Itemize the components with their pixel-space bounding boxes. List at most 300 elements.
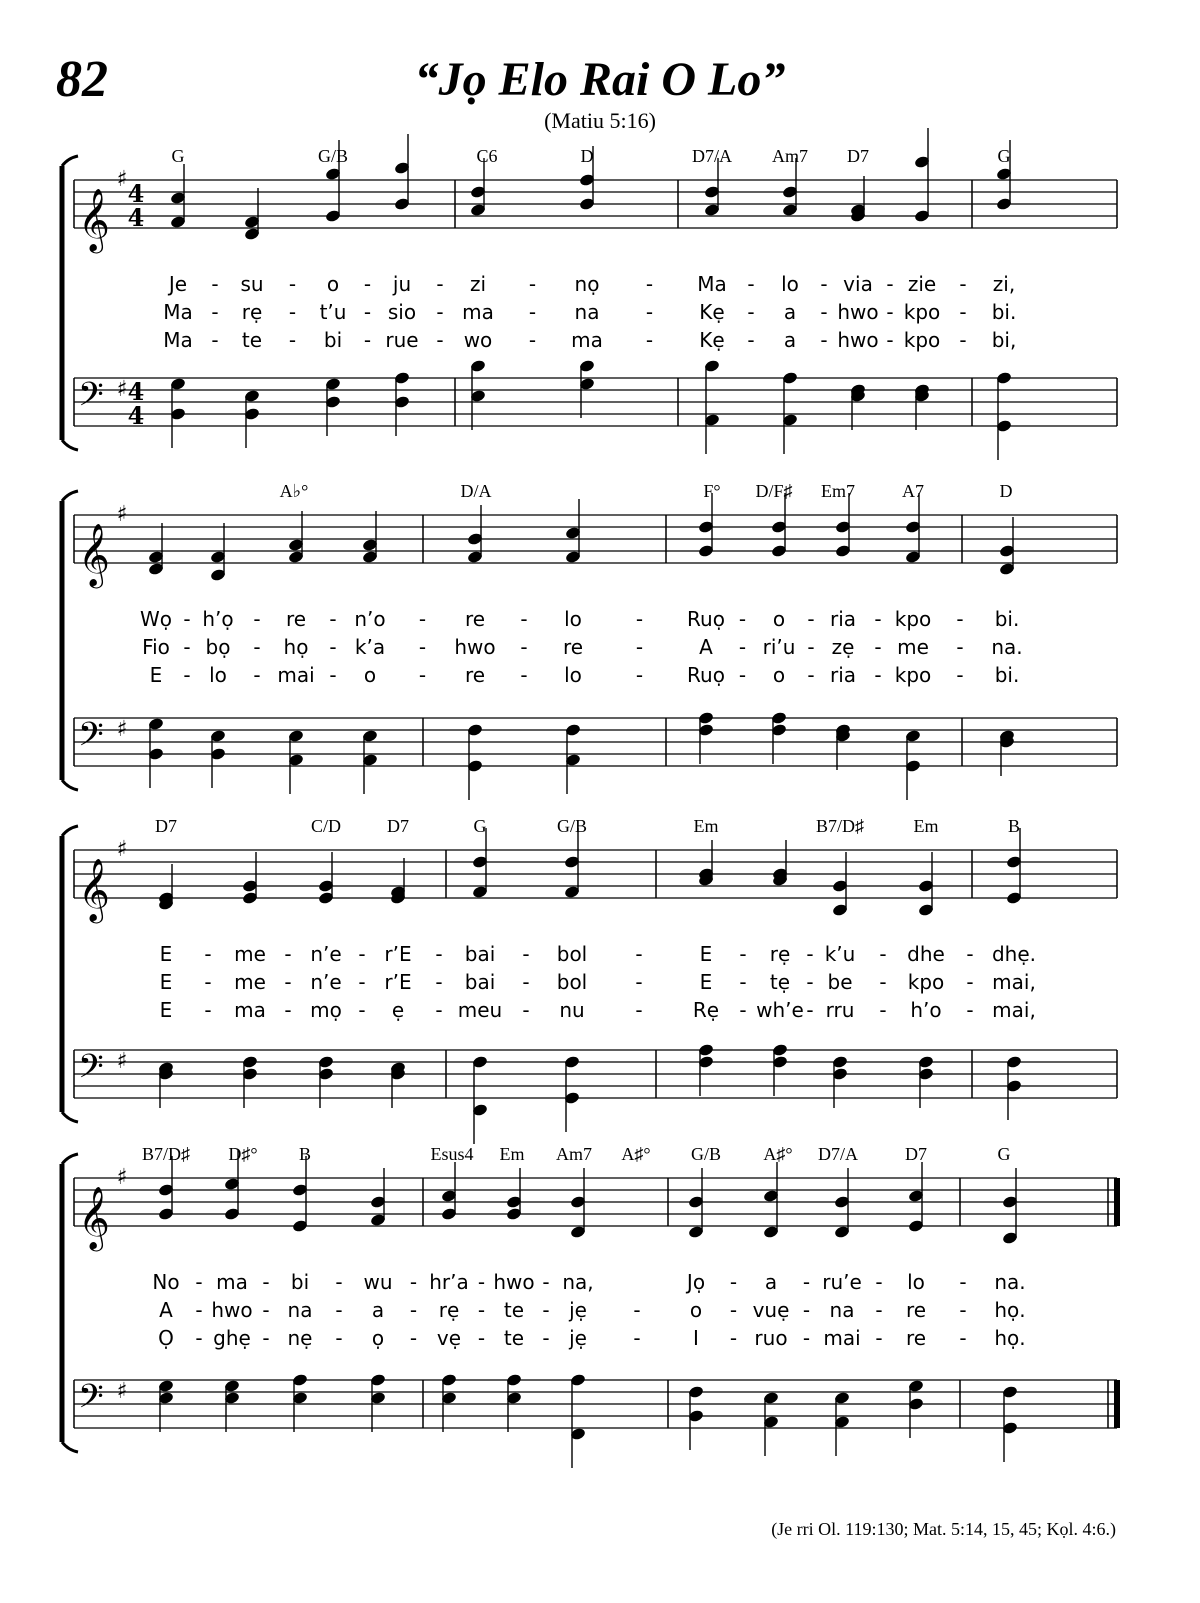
lyric-hyphen: - [329,663,337,687]
lyric-hyphen: - [542,1298,550,1322]
verse-1-syllable: o [772,607,786,631]
verse-2-syllable: k’a [354,635,386,659]
verse-3-syllable: te [241,328,263,352]
verse-3-syllable: kpo [894,663,932,687]
lyric-hyphen: - [477,1326,486,1350]
chord-symbol: G [997,146,1011,166]
lyric-hyphen: - [956,635,964,659]
chord-symbol: C6 [476,146,498,166]
chord-symbol: D7/A [818,1144,858,1164]
verse-2-syllable: jẹ [569,1298,587,1322]
lyric-hyphen: - [879,998,887,1022]
lyric-hyphen: - [358,942,366,966]
bracket-top-hook [62,156,78,166]
lyric-hyphen: - [520,663,528,687]
verse-1-syllable: o [326,272,340,296]
chord-symbol: A7 [902,481,924,501]
chord-symbol: B7/D♯ [815,816,865,836]
lyric-hyphen: - [966,942,974,966]
bracket-bottom-hook [62,780,78,790]
lyric-hyphen: - [528,328,537,352]
lyric-hyphen: - [335,1298,343,1322]
verse-2-syllable: n’e [310,970,342,994]
lyric-hyphen: - [959,272,967,296]
verse-2-syllable: bọ [205,635,231,659]
verse-2-syllable: r’E [384,970,412,994]
verse-1-syllable: Je [168,272,188,296]
verse-3-syllable: lo [209,663,227,687]
key-signature-sharp-icon: ♯ [116,1165,128,1190]
lyric-hyphen: - [363,300,372,324]
lyric-hyphen: - [886,328,894,352]
verse-2-syllable: hwo [837,300,879,324]
lyric-hyphen: - [211,272,219,296]
lyric-hyphen: - [436,328,444,352]
lyric-hyphen: - [253,663,261,687]
lyric-hyphen: - [409,1270,418,1294]
verse-3-syllable: I [693,1326,699,1350]
chord-symbol: G/B [690,1144,722,1164]
verse-1-syllable: n’e [310,942,342,966]
verse-2-syllable: hwo [211,1298,253,1322]
verse-3-syllable: rru [825,998,855,1022]
verse-1-syllable: kpo [894,607,932,631]
lyric-hyphen: - [739,998,747,1022]
verse-3-syllable: re [905,1326,927,1350]
lyric-hyphen: - [635,970,643,994]
lyric-hyphen: - [522,970,530,994]
verse-1-syllable: hr’a [429,1270,469,1294]
lyric-hyphen: - [807,663,815,687]
verse-2-syllable: me [234,970,266,994]
treble-clef-icon: 𝄞 [78,523,110,586]
verse-2-syllable: A [159,1298,173,1322]
chord-symbol: A♭° [279,481,309,501]
lyric-hyphen: - [966,998,974,1022]
verse-1-syllable: ria [829,607,857,631]
key-signature-sharp-icon: ♯ [116,717,128,742]
verse-2-syllable: re [562,635,584,659]
bracket-bottom-hook [62,1112,78,1122]
lyric-hyphen: - [886,300,894,324]
verse-3-syllable: bi [323,328,343,352]
lyric-hyphen: - [874,607,882,631]
lyric-hyphen: - [874,663,882,687]
verse-3-syllable: rue [385,328,419,352]
verse-3-syllable: ma [571,328,603,352]
lyric-hyphen: - [959,1298,967,1322]
verse-1-syllable: lo [907,1270,925,1294]
verse-2-syllable: A [699,635,713,659]
verse-3-syllable: mọ [310,998,342,1022]
lyric-hyphen: - [875,1298,883,1322]
lyric-hyphen: - [520,607,528,631]
lyric-hyphen: - [739,942,747,966]
verse-2-syllable: re [905,1298,927,1322]
lyric-hyphen: - [436,300,444,324]
chord-symbol: B [1007,816,1021,836]
chord-symbol: G [473,816,487,836]
verse-3-syllable: nu [559,998,585,1022]
verse-2-syllable: tẹ [769,970,791,994]
lyric-hyphen: - [211,328,219,352]
bass-clef-icon: 𝄢 [78,716,104,762]
lyric-hyphen: - [358,998,366,1022]
bracket-top-hook [62,491,78,501]
verse-2-syllable: kpo [903,300,941,324]
verse-2-syllable: bai [464,970,496,994]
lyric-hyphen: - [435,998,443,1022]
bass-clef-icon: 𝄢 [78,376,104,422]
chord-symbol: Am7 [556,1144,592,1164]
verse-3-syllable: h’o [910,998,942,1022]
verse-2-syllable: t’u [319,300,347,324]
lyric-hyphen: - [807,635,815,659]
key-signature-sharp-icon: ♯ [116,502,128,527]
key-signature-sharp-icon: ♯ [116,837,128,862]
lyric-hyphen: - [183,607,191,631]
chord-symbol: C/D [310,816,342,836]
verse-1-syllable: ma [216,1270,248,1294]
lyric-hyphen: - [645,300,654,324]
chord-symbol: Em [913,816,939,836]
lyric-hyphen: - [542,1326,550,1350]
lyric-hyphen: - [959,1326,967,1350]
bracket-top-hook [62,826,78,836]
chord-symbol: B [298,1144,312,1164]
treble-clef-icon: 𝄞 [78,858,110,921]
chord-symbol: Em [693,816,719,836]
key-signature-sharp-icon: ♯ [116,167,128,192]
lyric-hyphen: - [262,1326,270,1350]
verse-2-syllable: Fio [142,635,170,659]
verse-1-syllable: ju [392,272,412,296]
verse-3-syllable: ẹ [391,998,405,1022]
chord-symbol: D/F♯ [755,481,793,501]
verse-3-syllable: ruo [754,1326,788,1350]
chord-symbol: D7 [155,816,177,836]
verse-1-syllable: r’E [384,942,412,966]
verse-3-syllable: meu [457,998,503,1022]
verse-2-syllable: a [783,300,797,324]
chord-symbol: G [997,1144,1011,1164]
lyric-hyphen: - [806,970,814,994]
lyric-hyphen: - [418,635,427,659]
verse-3-syllable: ọ [371,1326,385,1350]
bracket-top-hook [62,1154,78,1164]
lyric-hyphen: - [195,1298,203,1322]
verse-3-syllable: ghẹ [213,1326,251,1350]
verse-3-syllable: o [772,663,786,687]
verse-1-syllable: wu [363,1270,393,1294]
lyric-hyphen: - [329,607,337,631]
verse-2-syllable: na [829,1298,855,1322]
verse-3-syllable: E [149,663,163,687]
treble-clef-icon: 𝄞 [78,1186,110,1249]
lyric-hyphen: - [635,607,644,631]
lyric-hyphen: - [335,1326,343,1350]
lyric-hyphen: - [409,1326,418,1350]
verse-1-syllable: Jọ [686,1270,706,1294]
lyric-hyphen: - [820,300,828,324]
verse-2-syllable: Kẹ [699,300,725,324]
verse-2-syllable: be [827,970,853,994]
verse-1-syllable: zi [469,272,487,296]
verse-1-syllable: k’u [824,942,856,966]
chord-symbol: D7 [387,816,409,836]
verse-2-syllable: bi. [991,300,1017,324]
verse-1-syllable: bi [290,1270,310,1294]
verse-2-syllable: o [689,1298,703,1322]
chord-symbol: Esus4 [430,1144,474,1164]
verse-3-syllable: ma [234,998,266,1022]
verse-2-syllable: na. [991,635,1023,659]
lyric-hyphen: - [288,328,297,352]
verse-1-syllable: Ruọ [687,607,725,631]
verse-2-syllable: ma [462,300,494,324]
lyric-hyphen: - [195,1326,203,1350]
verse-3-syllable: wh’e [756,998,804,1022]
lyric-hyphen: - [645,272,654,296]
verse-1-syllable: h’ọ [202,607,234,631]
verse-2-syllable: vuẹ [752,1298,790,1322]
verse-3-syllable: bi, [991,328,1017,352]
lyric-hyphen: - [879,942,887,966]
verse-2-syllable: Ma [163,300,193,324]
lyric-hyphen: - [418,607,427,631]
lyric-hyphen: - [435,942,443,966]
lyric-hyphen: - [204,942,212,966]
lyric-hyphen: - [329,635,337,659]
lyric-hyphen: - [747,328,755,352]
lyric-hyphen: - [729,1298,738,1322]
chord-symbol: D/A [460,481,492,501]
verse-2-syllable: zẹ [831,635,855,659]
verse-3-syllable: E [159,998,173,1022]
bass-clef-icon: 𝄢 [78,1048,104,1094]
lyric-hyphen: - [802,1270,811,1294]
verse-1-syllable: E [699,942,713,966]
chord-symbol: D7 [847,146,869,166]
verse-1-syllable: dhe [907,942,945,966]
lyric-hyphen: - [284,998,292,1022]
lyric-hyphen: - [288,272,297,296]
lyric-hyphen: - [418,663,427,687]
chord-symbol: D [580,146,594,166]
verse-1-syllable: su [240,272,264,296]
lyric-hyphen: - [875,1326,883,1350]
bracket-bottom-hook [62,440,78,450]
verse-2-syllable: ri’u [762,635,796,659]
lyric-hyphen: - [875,1270,883,1294]
lyric-hyphen: - [807,607,815,631]
verse-3-syllable: Kẹ [699,328,725,352]
verse-2-syllable: E [699,970,713,994]
lyric-hyphen: - [211,300,219,324]
bracket-bottom-hook [62,1442,78,1452]
verse-2-syllable: me [897,635,929,659]
lyric-hyphen: - [204,998,212,1022]
lyric-hyphen: - [738,663,747,687]
verse-2-syllable: sio [387,300,417,324]
verse-3-syllable: ria [829,663,857,687]
verse-3-syllable: vẹ [436,1326,462,1350]
verse-1-syllable: na, [562,1270,594,1294]
lyric-hyphen: - [635,942,643,966]
verse-3-syllable: Rẹ [692,998,720,1022]
hymn-title: “Jọ Elo Rai O Lo” [414,53,786,106]
verse-1-syllable: n’o [354,607,386,631]
verse-1-syllable: No [152,1270,180,1294]
verse-2-syllable: E [159,970,173,994]
verse-1-syllable: zi, [992,272,1016,296]
time-signature-bottom: 4 [127,203,145,232]
verse-2-syllable: rẹ [241,300,263,324]
verse-3-syllable: mai, [992,998,1036,1022]
lyric-hyphen: - [195,1270,203,1294]
chord-symbol: G [171,146,185,166]
verse-3-syllable: wo [463,328,493,352]
chord-symbol: D [999,481,1013,501]
verse-3-syllable: kpo [903,328,941,352]
lyric-hyphen: - [477,1298,486,1322]
lyric-hyphen: - [879,970,887,994]
bass-clef-icon: 𝄢 [78,1378,104,1424]
time-signature-bottom: 4 [127,401,145,430]
lyric-hyphen: - [874,635,882,659]
lyric-hyphen: - [528,272,537,296]
lyric-hyphen: - [409,1298,418,1322]
verse-2-syllable: a [371,1298,385,1322]
chord-symbol: G/B [556,816,588,836]
verse-3-syllable: Ma [163,328,193,352]
verse-2-syllable: na [287,1298,313,1322]
key-signature-sharp-icon: ♯ [116,1049,128,1074]
verse-1-syllable: na. [994,1270,1026,1294]
lyric-hyphen: - [477,1270,486,1294]
verse-1-syllable: ru’e [822,1270,862,1294]
lyric-hyphen: - [436,272,444,296]
lyric-hyphen: - [335,1270,343,1294]
time-signature-top: 4 [127,377,145,406]
lyric-hyphen: - [729,1326,738,1350]
lyric-hyphen: - [633,1326,641,1350]
lyric-hyphen: - [528,300,537,324]
verse-2-syllable: mai, [992,970,1036,994]
verse-1-syllable: dhẹ. [991,942,1037,966]
verse-1-syllable: Ma [697,272,727,296]
lyric-hyphen: - [363,272,372,296]
verse-3-syllable: te [503,1326,525,1350]
verse-2-syllable: na [574,300,600,324]
lyric-hyphen: - [522,998,530,1022]
lyric-hyphen: - [635,635,644,659]
verse-1-syllable: re [285,607,307,631]
lyric-hyphen: - [806,942,814,966]
verse-3-syllable: mai [277,663,315,687]
verse-2-syllable: te [503,1298,525,1322]
lyric-hyphen: - [633,1298,641,1322]
verse-3-syllable: o [363,663,377,687]
verse-2-syllable: rẹ [438,1298,460,1322]
chord-symbol: Em7 [821,481,855,501]
lyric-hyphen: - [520,635,528,659]
lyric-hyphen: - [542,1270,550,1294]
lyric-hyphen: - [966,970,974,994]
lyric-hyphen: - [806,998,814,1022]
lyric-hyphen: - [886,272,894,296]
hymn-number: 82 [56,51,108,108]
verse-3-syllable: nẹ [287,1326,313,1350]
verse-1-syllable: re [464,607,486,631]
verse-3-syllable: Ọ [158,1326,174,1350]
time-signature-top: 4 [127,179,145,208]
lyric-hyphen: - [747,272,755,296]
lyric-hyphen: - [747,300,755,324]
lyric-hyphen: - [739,970,747,994]
lyric-hyphen: - [645,328,654,352]
lyric-hyphen: - [820,272,828,296]
lyric-hyphen: - [820,328,828,352]
lyric-hyphen: - [204,970,212,994]
lyric-hyphen: - [284,942,292,966]
verse-3-syllable: họ. [994,1326,1026,1350]
verse-1-syllable: a [764,1270,778,1294]
lyric-hyphen: - [959,300,967,324]
verse-1-syllable: E [159,942,173,966]
verse-1-syllable: me [234,942,266,966]
verse-3-syllable: hwo [837,328,879,352]
verse-3-syllable: a [783,328,797,352]
verse-1-syllable: lo [564,607,582,631]
lyric-hyphen: - [729,1270,738,1294]
lyric-hyphen: - [262,1270,270,1294]
chord-symbol: Em [499,1144,525,1164]
verse-1-syllable: lo [781,272,799,296]
lyric-hyphen: - [802,1326,811,1350]
key-signature-sharp-icon: ♯ [116,1379,128,1404]
footer-references: (Je rri Ol. 119:130; Mat. 5:14, 15, 45; Kọl. 4:6.) [771,1519,1116,1539]
lyric-hyphen: - [635,663,644,687]
chord-symbol: D7/A [692,146,732,166]
verse-3-syllable: re [464,663,486,687]
verse-1-syllable: bai [464,942,496,966]
lyric-hyphen: - [262,1298,270,1322]
lyric-hyphen: - [635,998,643,1022]
verse-1-syllable: Wọ [139,607,173,631]
lyric-hyphen: - [738,635,747,659]
verse-1-syllable: rẹ [769,942,791,966]
chord-symbol: D7 [905,1144,927,1164]
treble-clef-icon: 𝄞 [78,188,110,251]
lyric-hyphen: - [183,663,191,687]
verse-2-syllable: họ. [994,1298,1026,1322]
key-signature-sharp-icon: ♯ [116,377,128,402]
verse-3-syllable: Ruọ [687,663,725,687]
verse-1-syllable: bol [556,942,588,966]
verse-3-syllable: bi. [994,663,1020,687]
lyric-hyphen: - [956,607,964,631]
lyric-hyphen: - [522,942,530,966]
chord-symbol: G/B [317,146,349,166]
lyric-hyphen: - [435,970,443,994]
lyric-hyphen: - [959,1270,967,1294]
verse-2-syllable: hwo [454,635,496,659]
verse-2-syllable: họ [283,635,309,659]
chord-symbol: B7/D♯ [141,1144,191,1164]
lyric-hyphen: - [183,635,191,659]
verse-2-syllable: bol [556,970,588,994]
